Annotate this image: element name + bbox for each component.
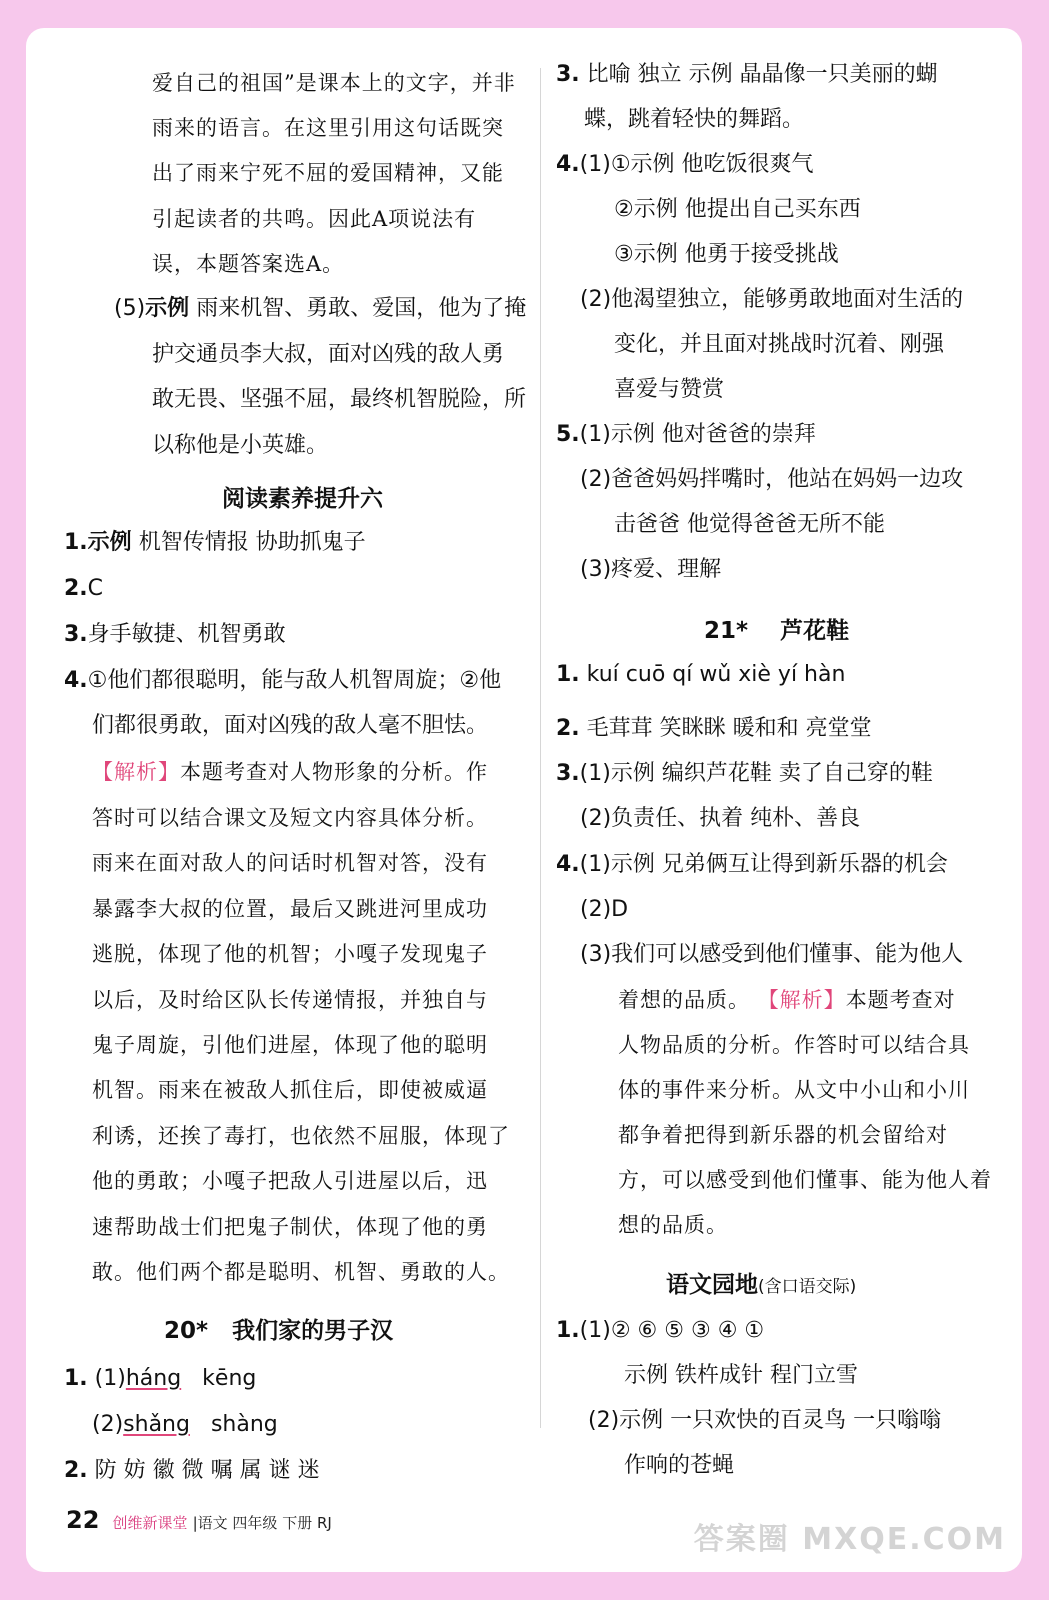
text-line: 雨来在面对敌人的问话时机智对答，没有 <box>92 851 488 875</box>
text-line: 变化，并且面对挑战时沉着、刚强 <box>614 332 945 357</box>
text-line: 敢无畏、坚强不屈，最终机智脱险，所 <box>152 387 527 412</box>
answer-5: 5.(1)示例 他对爸爸的崇拜 <box>556 422 816 447</box>
analysis-tag: 【解析】 <box>757 988 846 1012</box>
text-line: 人物品质的分析。作答时可以结合具 <box>618 1033 970 1057</box>
answer-1: 1.示例 机智传情报 协助抓鬼子 <box>64 530 366 555</box>
text-line: (2)示例 一只欢快的百灵鸟 一只嗡嗡 <box>588 1408 942 1433</box>
answer-2: 2. 毛茸茸 笑眯眯 暖和和 亮堂堂 <box>556 716 872 741</box>
question-5: (5)示例 雨来机智、勇敢、爱国，他为了掩 <box>114 296 527 321</box>
answer-3: 3. 比喻 独立 示例 晶晶像一只美丽的蝴 <box>556 62 938 87</box>
text-line: 速帮助战士们把鬼子制伏，体现了他的勇 <box>92 1215 488 1239</box>
lesson-title: 我们家的男子汉 <box>232 1318 394 1344</box>
text-line: 方，可以感受到他们懂事、能为他人着 <box>618 1168 992 1192</box>
answer-4: 4.(1)①示例 他吃饭很爽气 <box>556 152 814 177</box>
text-line: 他的勇敢；小嘎子把敌人引进屋以后，迅 <box>92 1169 488 1193</box>
analysis-line: 着想的品质。 【解析】本题考查对 <box>618 988 956 1012</box>
answer-2: 2.C <box>64 576 104 601</box>
text-line: ③示例 他勇于接受挑战 <box>614 242 839 267</box>
text-line: 雨来的语言。在这里引用这句话既突 <box>152 116 504 140</box>
text-line: (2)负责任、执着 纯朴、善良 <box>580 806 861 831</box>
answer-1-pinyin-b: (2)shǎng shàng <box>92 1412 278 1437</box>
answer-1-pinyin-a: 1. (1)háng kēng <box>64 1366 257 1391</box>
section-title: 语文园地 <box>666 1272 758 1298</box>
text-line: 们都很勇敢，面对凶残的敌人毫不胆怯。 <box>92 713 489 738</box>
lesson-number: 21* <box>704 618 749 644</box>
lesson-number: 20* <box>164 1318 209 1344</box>
text-line: 想的品质。 <box>618 1213 728 1237</box>
text-line: 逃脱，体现了他的机智；小嘎子发现鬼子 <box>92 942 488 966</box>
text-line: 都争着把得到新乐器的机会留给对 <box>618 1123 948 1147</box>
section-title: 阅读素养提升六 <box>222 486 383 512</box>
text-line: 误，本题答案选A。 <box>152 252 345 276</box>
page-footer <box>66 1506 332 1534</box>
text-line: 以称他是小英雄。 <box>152 433 329 458</box>
text-line: (3)我们可以感受到他们懂事、能为他人 <box>580 942 964 967</box>
text-line: 爱自己的祖国”是课本上的文字，并非 <box>152 71 516 95</box>
text-line: 以后，及时给区队长传递情报，并独自与 <box>92 988 488 1012</box>
answer-1-pinyin: 1. kuí cuō qí wǔ xiè yí hàn <box>556 662 846 687</box>
text-line: (3)疼爱、理解 <box>580 557 722 582</box>
answer-3: 3.身手敏捷、机智勇敢 <box>64 622 286 647</box>
answer-3: 3.(1)示例 编织芦花鞋 卖了自己穿的鞋 <box>556 761 933 786</box>
text-line: 护交通员李大叔，面对凶残的敌人勇 <box>152 342 505 367</box>
analysis-tag: 【解析】 <box>92 760 180 784</box>
text-line: 击爸爸 他觉得爸爸无所不能 <box>614 512 885 537</box>
text-line: 体的事件来分析。从文中小山和小川 <box>618 1078 970 1102</box>
text-line: 答时可以结合课文及短文内容具体分析。 <box>92 806 488 830</box>
text-line: (2)D <box>580 897 629 922</box>
text-line: 蝶，跳着轻快的舞蹈。 <box>584 107 805 132</box>
answer-2: 2. 防 妨 徽 微 嘱 属 谜 迷 <box>64 1458 320 1483</box>
answer-4: 4.①他们都很聪明，能与敌人机智周旋；②他 <box>64 668 502 693</box>
book-meta: |语文 四年级 下册 RJ <box>192 1514 332 1532</box>
page-number: 22 <box>66 1506 100 1534</box>
text-line: 机智。雨来在被敌人抓住后，即使被威逼 <box>92 1078 488 1102</box>
text-line: (2)爸爸妈妈拌嘴时，他站在妈妈一边攻 <box>580 467 964 492</box>
lesson-heading <box>164 1312 393 1345</box>
section-subtitle: (含口语交际) <box>758 1277 857 1297</box>
text-line: 出了雨来宁死不屈的爱国精神，又能 <box>152 161 504 185</box>
lesson-title: 芦花鞋 <box>780 618 850 644</box>
answer-page <box>26 28 1022 1572</box>
section-heading <box>666 1266 856 1299</box>
lesson-heading <box>704 612 849 645</box>
column-divider <box>540 68 541 1428</box>
watermark-logo: 答案圈 MXQE.COM <box>693 1522 1006 1557</box>
text-line: 喜爱与赞赏 <box>614 377 725 402</box>
brand-name: 创维新课堂 <box>112 1514 188 1532</box>
text-line: 敢。他们两个都是聪明、机智、勇敢的人。 <box>92 1260 510 1284</box>
text-line: 利诱，还挨了毒打，也依然不屈服，体现了 <box>92 1124 510 1148</box>
text-line: (2)他渴望独立，能够勇敢地面对生活的 <box>580 287 964 312</box>
analysis-line: 【解析】本题考查对人物形象的分析。作 <box>92 760 488 784</box>
text-line: 暴露李大叔的位置，最后又跳进河里成功 <box>92 897 488 921</box>
answer-1: 1.(1)② ⑥ ⑤ ③ ④ ① <box>556 1318 765 1343</box>
text-line: ②示例 他提出自己买东西 <box>614 197 861 222</box>
text-line: 示例 铁杵成针 程门立雪 <box>624 1363 858 1388</box>
text-line: 鬼子周旋，引他们进屋，体现了他的聪明 <box>92 1033 488 1057</box>
text-line: 作响的苍蝇 <box>624 1453 735 1478</box>
answer-4: 4.(1)示例 兄弟俩互让得到新乐器的机会 <box>556 852 948 877</box>
text-line: 引起读者的共鸣。因此A项说法有 <box>152 207 477 231</box>
